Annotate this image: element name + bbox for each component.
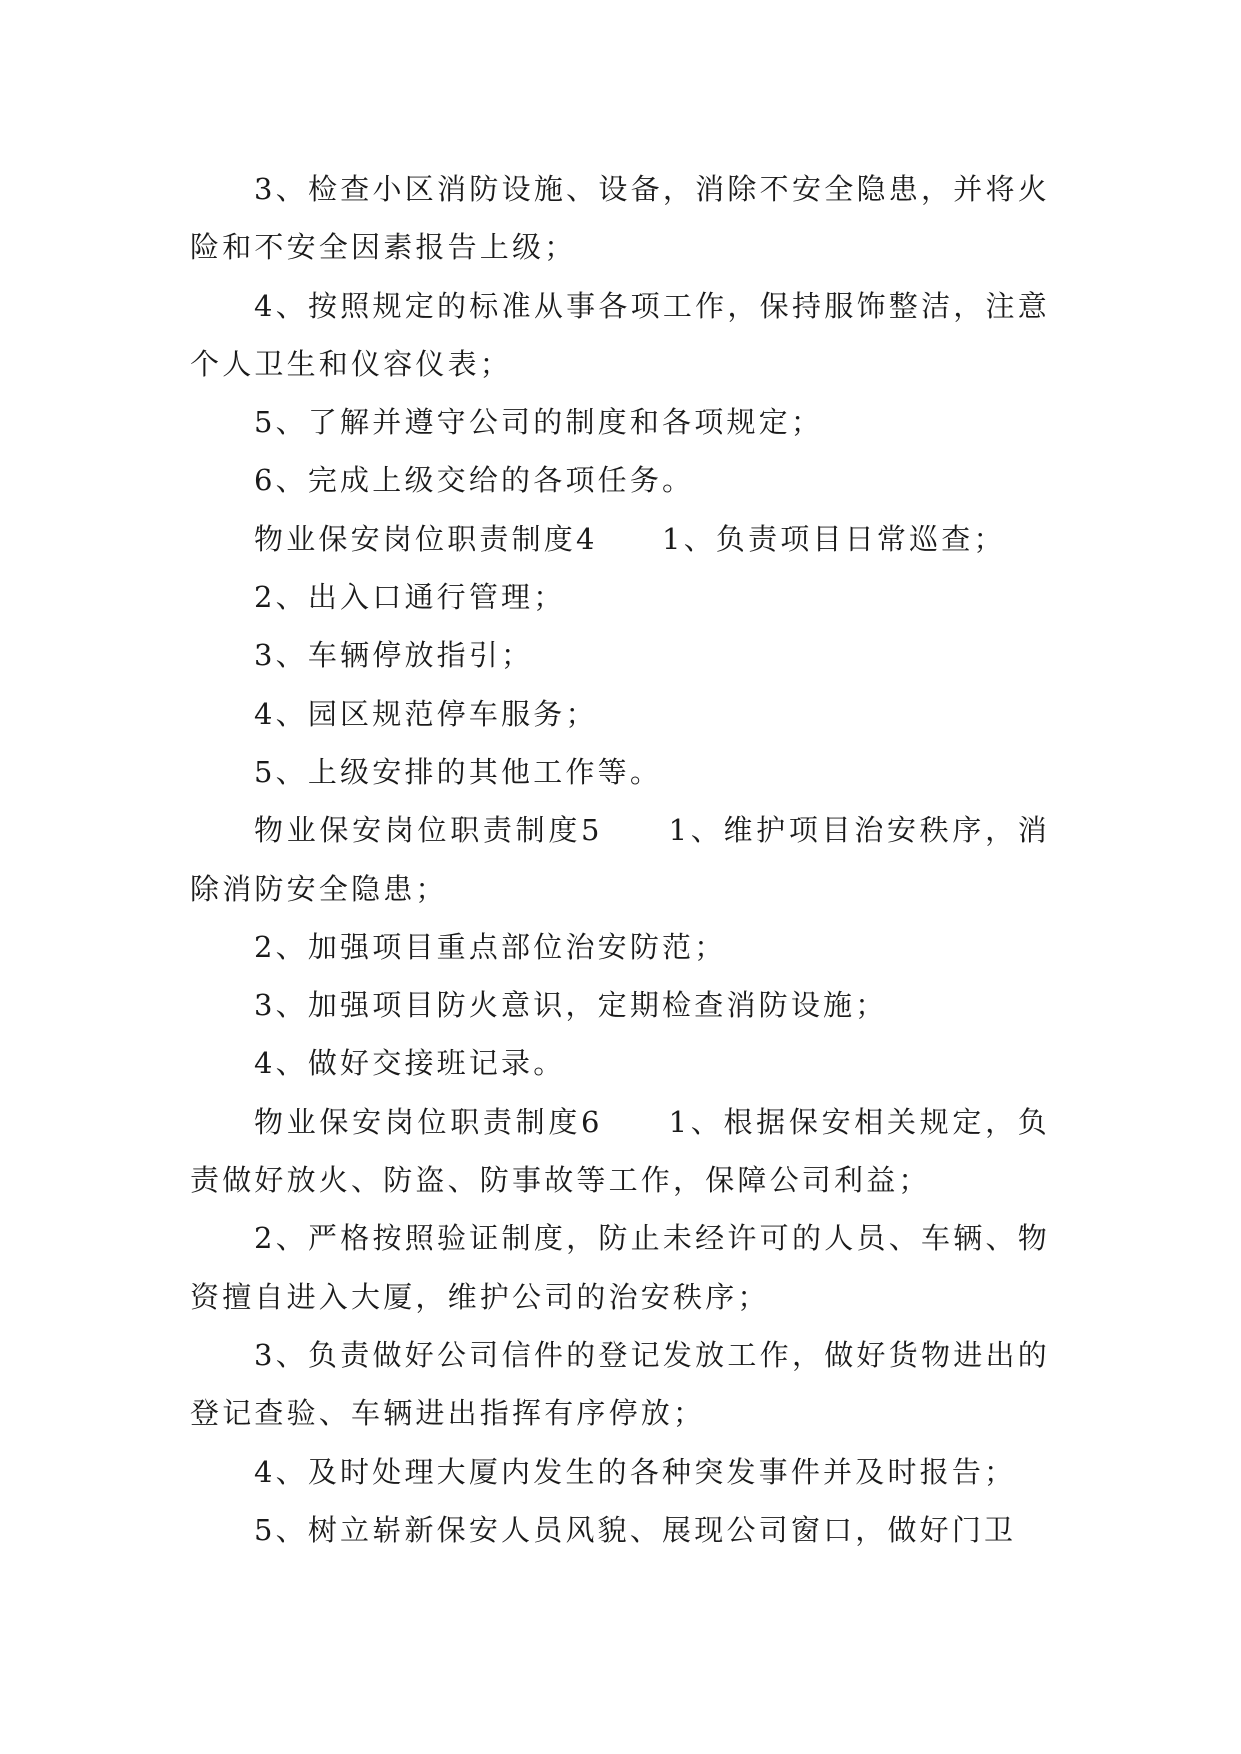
paragraph-11: 2、加强项目重点部位治安防范； xyxy=(254,929,727,964)
paragraph-1: 3、检查小区消防设施、设备，消除不安全隐患，并将火险和不安全因素报告上级； xyxy=(190,172,1050,265)
paragraph-15: 2、严格按照验证制度，防止未经许可的人员、车辆、物资擅自进入大厦，维护公司的治安秩序； xyxy=(190,1221,1050,1314)
paragraph-6: 2、出入口通行管理； xyxy=(254,580,566,615)
paragraph-13: 4、做好交接班记录。 xyxy=(254,1046,566,1081)
paragraph-17: 4、及时处理大厦内发生的各种突发事件并及时报告； xyxy=(254,1454,1017,1489)
paragraph-5: 物业保安岗位职责制度4 1、负责项目日常巡查； xyxy=(254,521,1006,556)
paragraph-4: 6、完成上级交给的各项任务。 xyxy=(254,463,695,498)
paragraph-12: 3、加强项目防火意识，定期检查消防设施； xyxy=(254,988,888,1023)
paragraph-7: 3、车辆停放指引； xyxy=(254,638,534,673)
paragraph-9: 5、上级安排的其他工作等。 xyxy=(254,754,663,789)
paragraph-16: 3、负责做好公司信件的登记发放工作，做好货物进出的登记查验、车辆进出指挥有序停放； xyxy=(190,1337,1050,1431)
paragraph-8: 4、园区规范停车服务； xyxy=(254,696,598,731)
paragraph-3: 5、了解并遵守公司的制度和各项规定； xyxy=(254,405,824,440)
paragraph-2: 4、按照规定的标准从事各项工作，保持服饰整洁，注意个人卫生和仪容仪表； xyxy=(190,288,1050,381)
paragraph-14: 物业保安岗位职责制度6 1、根据保安相关规定，负责做好放火、防盗、防事故等工作，保障公司利益； xyxy=(190,1104,1050,1198)
paragraph-10: 物业保安岗位职责制度5 1、维护项目治安秩序，消除消防安全隐患； xyxy=(190,813,1050,906)
document-body xyxy=(190,160,1050,1559)
paragraph-18: 5、树立崭新保安人员风貌、展现公司窗口，做好门卫 xyxy=(254,1512,1017,1547)
